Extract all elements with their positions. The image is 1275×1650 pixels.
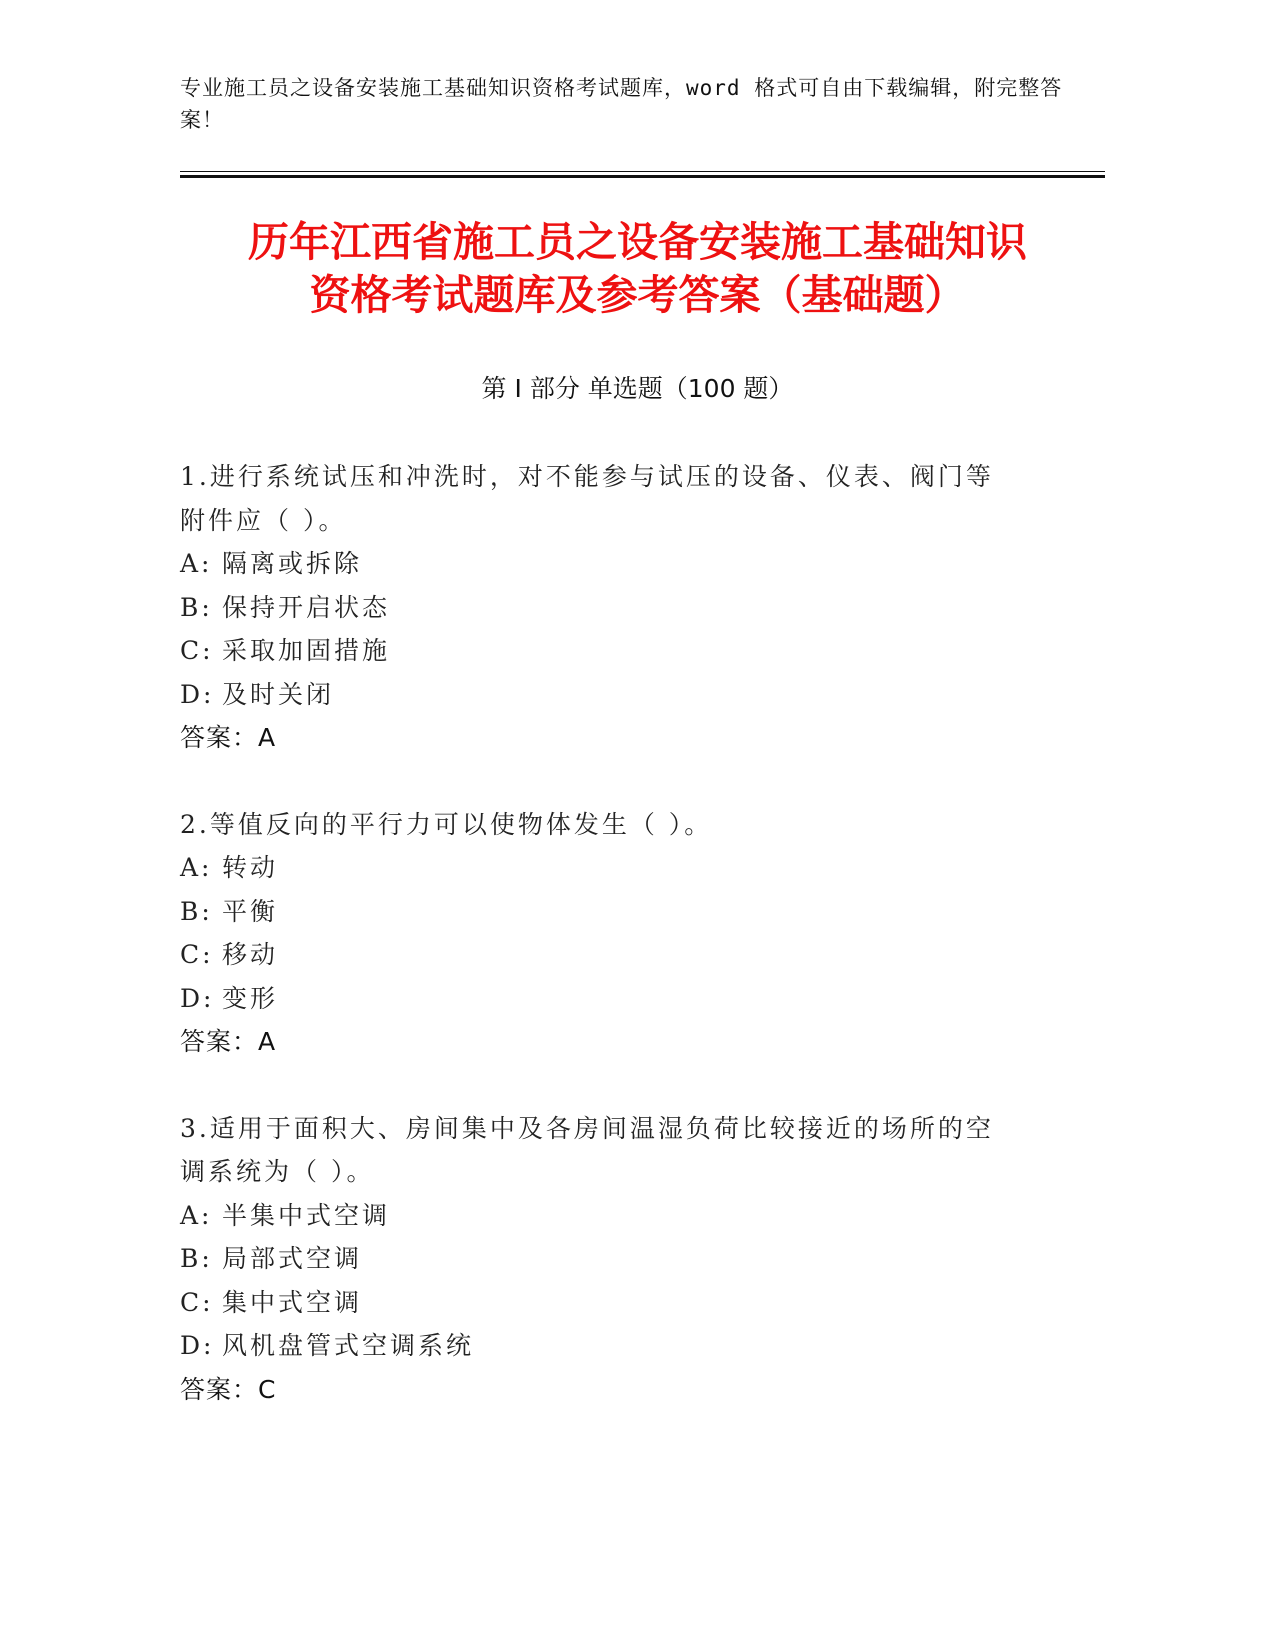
question-list (180, 455, 1020, 1454)
option-text: 移动 (222, 940, 279, 969)
option-text: 保持开启状态 (222, 592, 391, 622)
option-key: B: (180, 896, 213, 926)
document-title-line-1: 历年江西省施工员之设备安装施工基础知识 (248, 218, 1027, 266)
question-stem: 2.等值反向的平行力可以使物体发生（ ）。 (180, 809, 713, 839)
option-d (180, 673, 1020, 717)
option-c (180, 933, 1020, 977)
document-title-line-2: 资格考试题库及参考答案（基础题） (309, 271, 966, 319)
option-key: B: (180, 1244, 213, 1273)
option-d (180, 1324, 1020, 1368)
option-key: D: (180, 1331, 215, 1360)
section-title: 第 I 部分 单选题（100 题） (481, 374, 794, 403)
question-3 (180, 1107, 1020, 1412)
option-b (180, 890, 1020, 934)
option-a (180, 542, 1020, 586)
option-text: 隔离或拆除 (222, 549, 363, 578)
option-key: A: (180, 853, 213, 882)
option-key: D: (180, 983, 215, 1013)
option-d (180, 977, 1020, 1021)
option-b (180, 1237, 1020, 1281)
option-key: B: (180, 592, 213, 622)
option-key: A: (180, 549, 213, 578)
option-text: 变形 (222, 983, 279, 1013)
option-text: 集中式空调 (222, 1287, 363, 1317)
option-text: 风机盘管式空调系统 (222, 1331, 475, 1360)
option-text: 平衡 (222, 896, 279, 926)
answer: 答案：A (180, 1027, 277, 1056)
option-text: 转动 (222, 853, 279, 882)
option-key: A: (180, 1200, 213, 1230)
option-a (180, 1194, 1020, 1238)
option-key: D: (180, 679, 215, 709)
document-title (130, 216, 1145, 322)
option-text: 及时关闭 (222, 679, 335, 709)
option-c (180, 1281, 1020, 1325)
option-text: 半集中式空调 (222, 1200, 391, 1230)
question-stem: 1.进行系统试压和冲洗时，对不能参与试压的设备、仪表、阀门等附件应（ ）。 (180, 462, 994, 535)
option-text: 采取加固措施 (222, 636, 391, 665)
option-key: C: (180, 1287, 214, 1317)
option-a (180, 846, 1020, 890)
option-key: C: (180, 940, 214, 969)
option-key: C: (180, 636, 214, 665)
header-divider-thin (180, 171, 1105, 172)
header-divider-thick (180, 175, 1105, 178)
option-c (180, 629, 1020, 673)
answer: 答案：C (180, 1374, 277, 1404)
header-note: 专业施工员之设备安装施工基础知识资格考试题库，word 格式可自由下载编辑，附完整答案！ (180, 76, 1063, 132)
answer: 答案：A (180, 723, 277, 752)
option-b (180, 586, 1020, 630)
question-1 (180, 455, 1020, 760)
question-stem: 3.适用于面积大、房间集中及各房间温湿负荷比较接近的场所的空调系统为（ ）。 (180, 1113, 994, 1186)
question-2 (180, 803, 1020, 1064)
option-text: 局部式空调 (222, 1244, 363, 1273)
